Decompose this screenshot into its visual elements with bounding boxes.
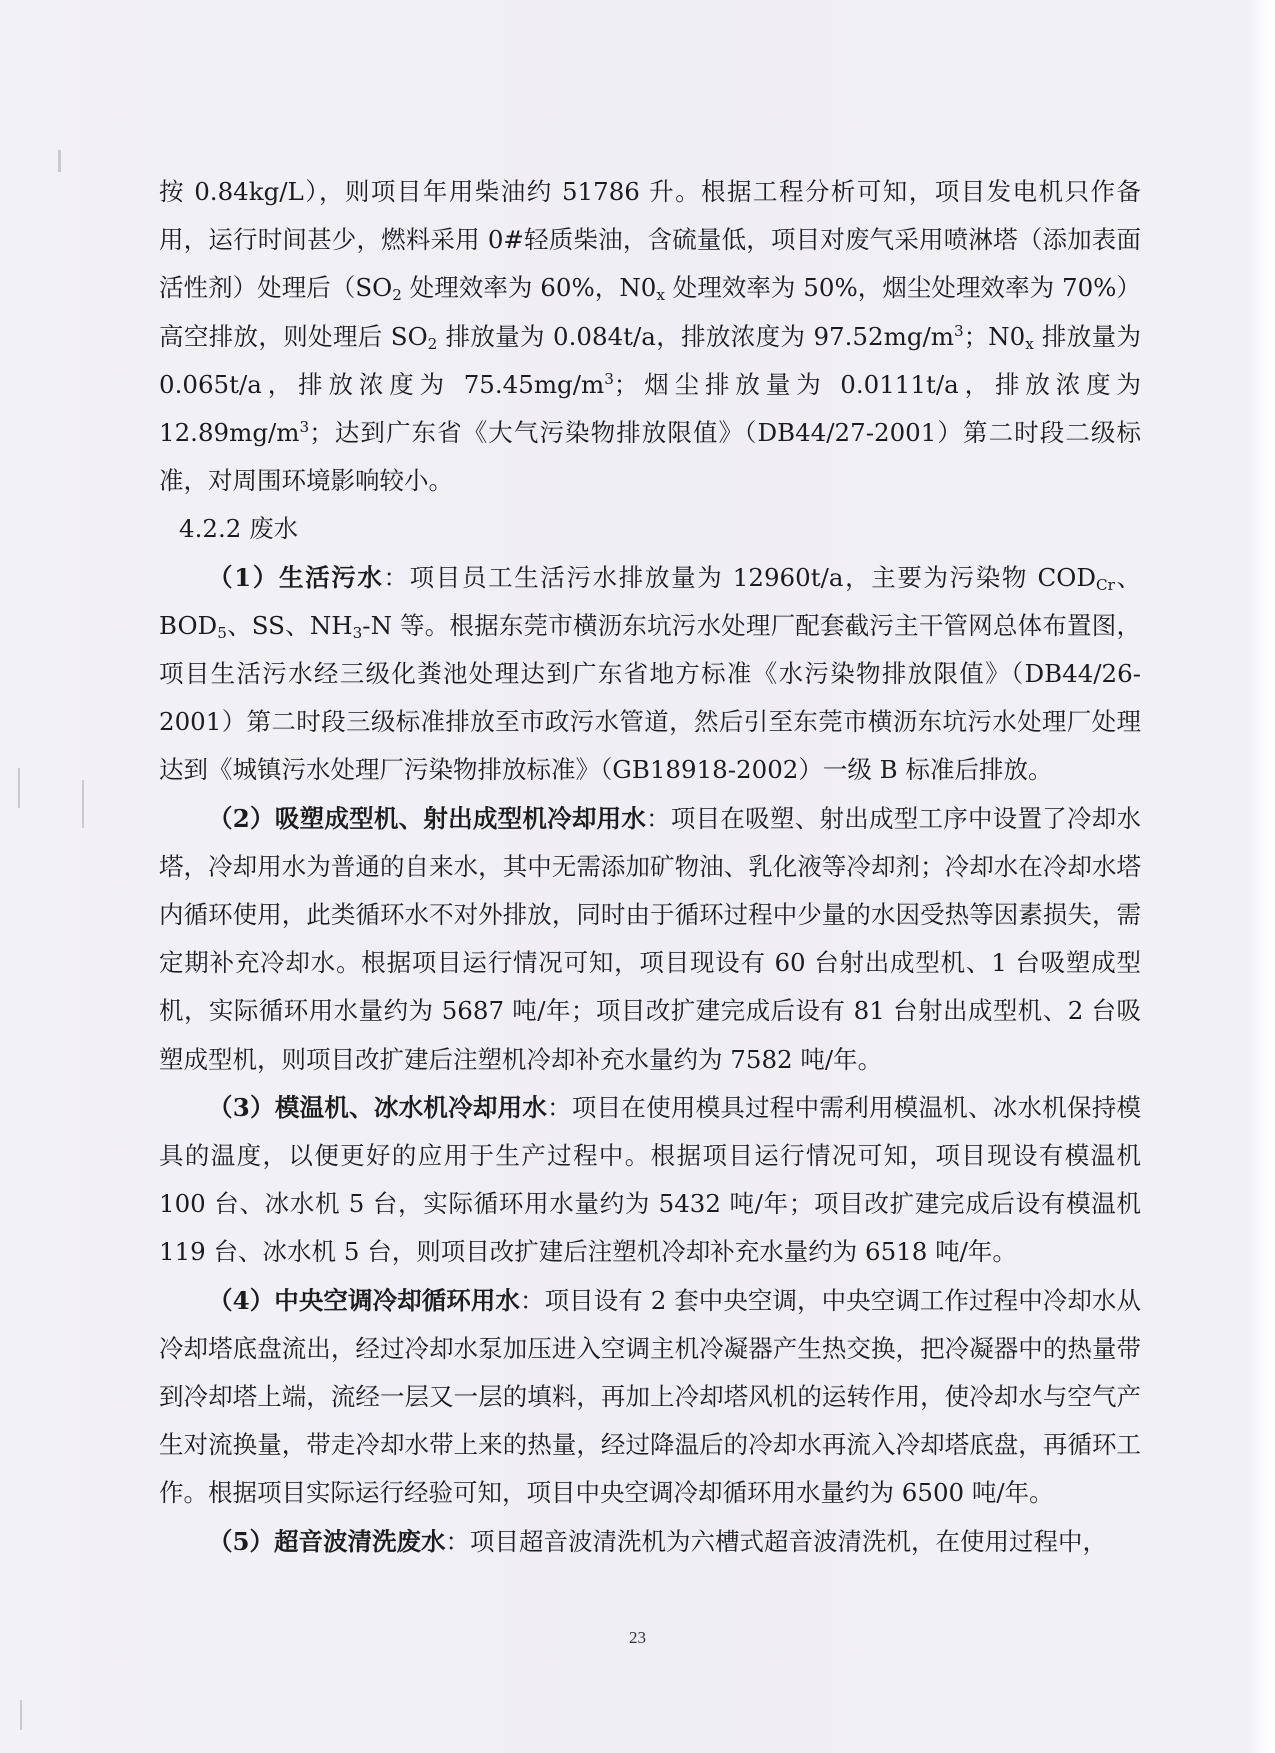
text-run: 按 0.84kg/L），则项目年用柴油约 51786 升。根据工程分析可知，项目发电机只作备用，运行时间甚少，燃料采用 0#轻质柴油，含硫量低，项目对废气采用喷淋塔（添加表面活性剂）处理后（SO (159, 177, 1141, 303)
superscript: 3 (604, 369, 614, 388)
paragraph-domestic-sewage (159, 554, 1141, 795)
text-run: ：项目超音波清洗机为六槽式超音波清洗机，在使用过程中， (445, 1526, 1108, 1556)
text-run: ；达到广东省《大气污染物排放限值》（DB44/27-2001）第二时段二级标准，对周围环境影响较小。 (159, 418, 1141, 496)
page-edge (1247, 0, 1275, 1753)
paragraph-ultrasonic-wastewater (159, 1518, 1141, 1566)
text-run: 处理效率为 60%，N0 (401, 273, 657, 303)
subscript: 3 (352, 623, 363, 642)
text-run: -N 等。根据东莞市横沥东坑污水处理厂配套截污主干管网总体布置图，项目生活污水经三级化粪池处理达到广东省地方标准《水污染物排放限值》（DB44/26-2001）第二时段三级标准排放至市政污水管道，然后引至东莞市横沥东坑污水处理厂处理达到《城镇污水处理厂污染物排放标准》（GB18918-2002）一级 B 标准后排放。 (159, 610, 1141, 785)
superscript: 3 (954, 321, 964, 340)
paragraph-hvac-cooling (159, 1277, 1141, 1518)
text-run: ：项目设有 2 套中央空调，中央空调工作过程中冷却水从冷却塔底盘流出，经过冷却水泵加压进入空调主机冷凝器产生热交换，把冷凝器中的热量带到冷却塔上端，流经一层又一层的填料，再加上冷却塔风机的运转作用，使冷却水与空气产生对流换量，带走冷却水带上来的热量，经过降温后的冷却水再流入冷却塔底盘，再循环工作。根据项目实际运行经验可知，项目中央空调冷却循环用水量约为 6500 吨/年。 (159, 1285, 1141, 1508)
text-run: 处理效率为 50%，烟尘处理效率为 70%）高空排放，则处理后 SO (159, 273, 1141, 351)
scan-speck (18, 768, 20, 808)
body-text (159, 168, 1141, 1566)
paragraph-mold-temp-cooling (159, 1084, 1141, 1277)
scan-speck (20, 1700, 22, 1730)
text-run: 排放量为 0.084t/a，排放浓度为 97.52mg/m (437, 321, 955, 351)
text-run: 、SS、NH (226, 610, 353, 640)
scan-speck (82, 780, 84, 828)
subsection-title: （2）吸塑成型机、射出成型机冷却用水 (208, 803, 647, 833)
text-run: ；烟尘排放量为 0.0111t/a，排放浓度为 12.89mg/m (159, 369, 1141, 448)
subsection-title: （3）模温机、冰水机冷却用水 (208, 1092, 548, 1122)
text-run: ：项目员工生活污水排放量为 12960t/a，主要为污染物 COD (383, 562, 1096, 592)
superscript: 3 (299, 417, 310, 436)
text-run: ：项目在吸塑、射出成型工序中设置了冷却水塔，冷却用水为普通的自来水，其中无需添加矿物油、乳化液等冷却剂；冷却水在冷却水塔内循环使用，此类循环水不对外排放，同时由于循环过程中少量的水因受热等因素损失，需定期补充冷却水。根据项目运行情况可知，项目现设有 60 台射出成型机、1 台吸塑成型机，实际循环用水量约为 5687 吨/年；项目改扩建完成后设有 81 台射出成型机、2 台吸塑成型机，则项目改扩建后注塑机冷却补充水量约为 7582 吨/年。 (159, 803, 1142, 1074)
text-run: ：项目在使用模具过程中需利用模温机、冰水机保持模具的温度，以便更好的应用于生产过程中。根据项目运行情况可知，项目现设有模温机 100 台、冰水机 5 台，实际循环用水量约为 5432 吨/年；项目改扩建完成后设有模温机 119 台、冰水机 5 台，则项目改扩建后注塑机冷却补充水量约为 6518 吨/年。 (159, 1092, 1141, 1267)
scan-speck (58, 150, 61, 172)
paragraph-molding-cooling (159, 795, 1141, 1084)
section-heading: 4.2.2 废水 (179, 514, 299, 544)
subscript: x (656, 286, 665, 305)
paragraph-diesel (159, 168, 1141, 505)
text-run: 排放量为 0.065t/a，排放浓度为 75.45mg/m (159, 321, 1141, 399)
text-run: 、BOD (159, 562, 1141, 640)
subscript: 2 (392, 286, 402, 305)
subsection-title: （5）超音波清洗废水 (208, 1526, 446, 1556)
subsection-title: （4）中央空调冷却循环用水 (208, 1285, 520, 1315)
text-run: ；N0 (963, 321, 1026, 351)
subscript: x (1025, 334, 1034, 353)
page-number: 23 (629, 1628, 646, 1647)
subscript: 2 (427, 334, 438, 353)
subsection-title: （1）生活污水 (208, 562, 384, 592)
subscript: Cr (1095, 575, 1115, 594)
subscript: 5 (217, 623, 227, 642)
